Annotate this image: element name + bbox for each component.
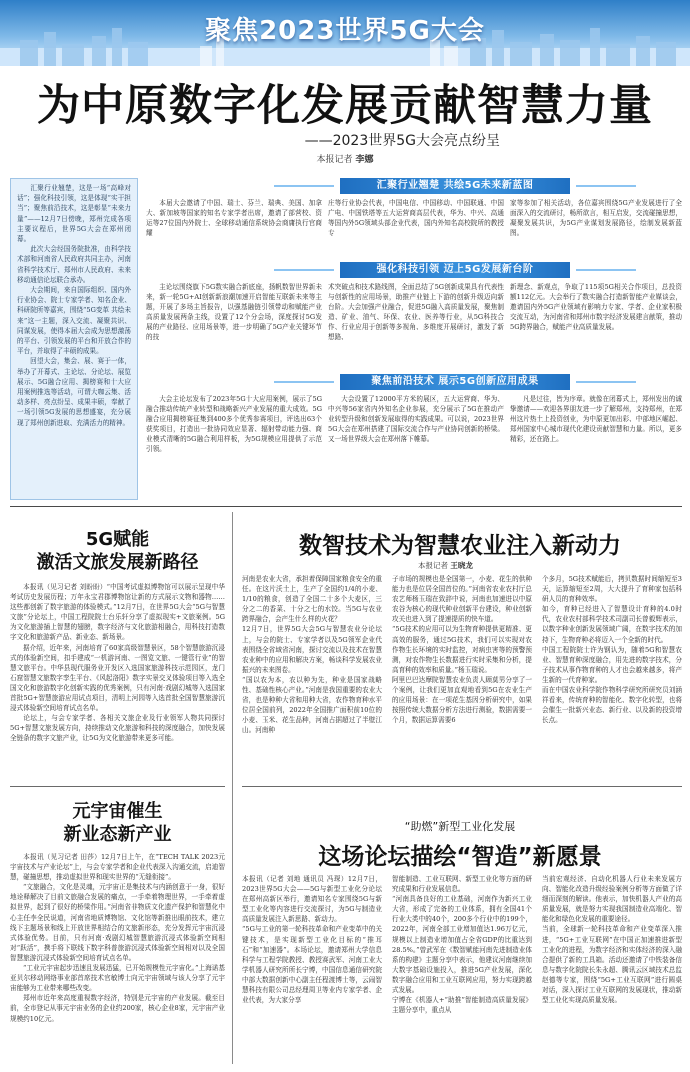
byline-author: 李娜: [355, 155, 374, 165]
mid-article-2-headline: 这场论坛描绘“智造”新愿景: [318, 844, 602, 870]
banner-title: 聚焦2023世界5G大会: [205, 16, 485, 46]
mid-article-2-column-3: 当前宏观经济、自动化机器人行业未来发展方向、智能化改造升级经验案例分析等方面做了详细而深刻的解读。他表示，加快机器人产业的高质量发展，就是努力实现我国制造业高端化、智能化和绿色化发展的重要途径。 当前，全球新一轮科技革命和产业变革深入推进，“5G+工业互联网”在中国正加速推进新型工业化的进程，为数字经济和实体经济的深入融合提供了新的工具箱。活动还邀请了中铁装备信息与数字化院院长朱永超、腾讯云区域技术总监赵德等专家，围绕“5G+工业互联网”进行圆桌对话，深入探讨工业互联网的发展现状，推动新型工业化实现高质量发展。: [542, 875, 682, 1005]
mid-article-1-byline: 本报记者 王晓龙: [418, 561, 473, 570]
sidebar-paragraph: 大会期间，来自国际组织、国内外行业协会、院士专家学者、知名企业、科研院所等嘉宾，围绕“5G变革 共绘未来”这一主题，深入交流、凝聚共识、同谋发展，使得本届大会成为思想激荡的平台、引领发展的平台和开放合作的平台，并取得了丰硕的成果。: [17, 286, 131, 356]
mid-article-divider: [242, 786, 682, 787]
mid-article-1-column-2: 子市场的规模也是全国第一，小麦、花生的供种能力也是位居全国首位的。”河南省农业农村厅总农艺师杨玉瑞在致辞中说，河南也加速进以中原农谷为核心的现代种业创新平台建设，种业创新攻关也进入到了提速提质的快车道。 “5G技术的应用可以为生物育种提供更精准、更高效的服务，通过5G技术，我们可以实现对农作物生长环境的实时监控，对病虫害等的预警预测，对农作物生长数据进行实时采集和分析，提高育种的效率和质量。”杨玉瑞说。 阿里巴巴达摩院智慧农业负责人顾莫男分享了一个案例，让我们更加直观地看到5G在农业生产的应用场景：在一项花生基因分析研究中，如果按照传统大数据分析方法进行测验，数据需要一个月，数据运算需要6: [392, 575, 532, 725]
sidebar-paragraph: 汇聚行业翘楚，这是一场“高峰对话”；强化科技引领，这是体现“实干担当”；聚焦前沿技术，这是彰显“未来力量”——12月7日傍晚，郑州完成各项主要议程后，世界5G大会在郑州闭幕。: [17, 184, 131, 244]
article-paragraph: “工业元宇宙起步迅速且发展迅猛，已开始规模性元宇宙化。”上海诺基亚贝尔移动网络事业部首席技术官敏博士向元宇宙领域与该人分享了元宇宙能够为工业带来哪些改变。: [10, 964, 225, 993]
section-3-column-1: 大会主论坛发布了2023年5G十大应用案例，展示了5G融合推动传统产业转型和战略新兴产业发展的重大成效。5G融合应用揭榜赛征集到400多个优秀参赛项目，评选出63个获奖项目，打造出一批协同效应显著、辐射带动能力强、商业模式清晰的5G融合利用样板，为5G规模应用提供了示范引领。: [146, 395, 322, 454]
intro-sidebar-box: [10, 178, 138, 500]
left-article-1-body: [10, 582, 225, 780]
main-subheadline: ——2023世界5G大会亮点纷呈: [304, 133, 500, 149]
article-paragraph: 本报讯（见习记者 田莎）12月7日上午，在“TECH TALK 2023元宇宙技术与产业论坛”上，与会专家学者和企业代表深入沟通交流，启迪智慧，碰撞思想，推动虚拟世界和现实世界的“无缝衔接”。: [10, 853, 225, 882]
mid-article-2-kicker: “助燃”新型工业化发展: [404, 820, 516, 833]
section-banner-3: 聚焦前沿技术 展示5G创新应用成果: [340, 374, 570, 390]
article-paragraph: 郑州市近年来高度重视数字经济，特别是元宇宙的产业发展。截至目前，全市登记从事元宇宙业务的企业约200家，核心企业8家，元宇宙产业规模约10亿元。: [10, 994, 225, 1023]
main-headline: 为中原数字化发展贡献智慧力量: [37, 81, 653, 131]
vertical-divider: [232, 512, 233, 1064]
article-paragraph: “文旅融合，文化是灵魂，元宇宙正是集技术与内涵创意于一身，很好地诠释解决了目前文旅融合发展的痛点，一手牵着物理世界，一手牵着虚拟世界，起到了很好的桥梁作用。”河南省非物质文化遗产保护和智慧化中心主任李全民说道，河南省地质博物馆、文化馆等新推出眼前技术，建立线下主题场景和线上开放世界相结合的文旅新形态，充分发挥元宇宙沉浸式体验优势。目前，只有河南·戏剧幻城智慧旅游沉浸式体验新空间相对“跃活”，携手将下联线下数字科普旅游沉浸式体验新空间相对以及全国智慧旅游沉浸式体验新空间培育试点名单。: [10, 883, 225, 962]
section-banner-2: 强化科技引领 迈上5G发展新台阶: [340, 262, 570, 278]
article-paragraph: 论坛上，与会专家学者、各相关文旅企业及行业领军人物共同探讨5G+智慧文旅发展方向，持续推动文化旅游和科技的深度融合，加快发展全链条的数字文旅产业，让5G为文化旅游带来更多可能。: [10, 714, 225, 743]
sidebar-paragraph: 此次大会经国务院批准，由科学技术部和河南省人民政府共同主办，河南省科学技术厅、郑州市人民政府、未来移动通信论坛联合承办。: [17, 245, 131, 284]
horizontal-divider: [10, 506, 682, 507]
mid-article-1-column-3: 个多月，5G技术赋能后，拷贝数据时间缩短至3天，运算缩短至2周，大大提升了育种家包括科研人员的育种效率。 如今，育种已经进入了智慧设计育种的4.0时代，农业农村部科学技术司副司长曾毅辉表示，以数字种业创新发展领域广阔，在数字技术的加持下，生物育种必将迈入一个全新的时代。 中国工程院院士许为钢认为，随着5G和智慧农业、智慧育种深度融合，用先进的数字技术，分子技术从事作物育种的人才也会越来越多，将产生新的一代育种家。 而在中国农业科学院作物科学研究所研究员刘涵祥看来，传统育种的智能化、数字化转型，也将会催生一批新兴业态、新行业、以及新的投资增长点。: [542, 575, 682, 725]
section-3-column-3: 凡是过往，皆为序章。就像在闭幕式上，郑州发出的诚挚邀请——欢迎各界朋友进一步了解郑州，支持郑州，在郑州这片热土上投资创业，为中原更加出彩、中部地区崛起、郑州国家中心城市现代化建设贡献智慧和力量。所以，更多精彩，还在路上。: [510, 395, 682, 444]
article-paragraph: 据介绍，近年来，河南培育了60家高级智慧景区，58个智慧旅游沉浸式的体验新空间，扣手建成“一机游河南、一图览文旅、一键管行业”的智慧文旅平台。中华县现代服务业开发区入选国家旅游科技示范园区，龙门石窟智慧文旅数字孪生平台、《风起洛阳》数字实景交叉体验项目等入选全国文化和旅游数字化创新实践的优秀案例，只有河南·戏剧幻城等入选国家首批5G+智慧旅游应用试点项目，清明上河园等入选首批全国智慧旅游沉浸式体验新空间培育试点名单。: [10, 643, 225, 713]
top-banner: [0, 0, 690, 66]
section-1-column-2: 庄等行业协会代表，中国电信、中国移动、中国联通、中国广电、中国铁塔等五大运营商高层代表，华为、中兴、高通等国内外5G领域头部企业代表，国内外知名高校院所的教授专: [328, 199, 504, 238]
sidebar-paragraph: 回望大会，集会、展、赛于一体，举办了开幕式、主论坛、分论坛、展览展示、5G融合应用、揭榜赛和十大应用案例推选等活动，可谓大咖云集、活动多样、亮点纷呈、成果丰硕，奉献了一场引领5G发展的思想盛宴，充分展现了郑州创新进取、充满活力的精神。: [17, 357, 131, 427]
left-article-2-headline: 元宇宙催生 新业态新产业: [63, 801, 172, 845]
article-paragraph: 本报讯（见习记者 刘盼盼）“中国考试虚拟博物馆可以展示呈现中华考试历史发展历程；万年永宝君郡博物馆让新的方式展示文物和器物……这些都创新了数字旅游的体验模式。”12月7日，在世界5G大会“5G与智慧文旅”分论坛上，中国工程院院士台乐轩分享了虚拟现实+文旅案例。5G为文化旅游插上智慧的翅膀，数字经济与文化旅游相融合，用科技打造数字文化和旅游新产品、新业态、新场景。: [10, 583, 225, 642]
section-1-column-1: 本届大会邀请了中国、瑞士、芬兰、瑞典、美国、加拿大、新加坡等国家的知名专家学者出席，邀请了部营校、资运等27位国内外院士、全球移动通信系统协会商庸执行官商耀: [146, 199, 322, 238]
section-2-column-3: 新理念、新观点，争取了115项5G相关合作项目，总投资额112亿元。大会举行了数实融合打造新智能产业媒谈会，邀请国内外5G产业领域有影响力专家、学者、企业家积极交流互动，为河南省和郑州市数字经济发展建言献策，推动5G跨界融合，赋能产业高质量发展。: [510, 283, 682, 332]
section-3-column-2: 大会设置了12000平方米的展区，五大运营商、华为、中兴等56家省内外知名企业参展，充分展示了5G在推动产业转型升级和创新发展取得的实践成果。可以说，2023世界5G大会在郑州搭建了国际交流合作与产业协同创新的桥梁。又一场世界级大会在郑州落下帷幕。: [328, 395, 504, 444]
mid-article-2-column-2: 智能制造、工业互联网、新型工业化等方面的研究成果和行业发展信息。 “河南具备良好的工业基础，河南作为新兴工业大省，形成了完备的工业体系，拥有全国41个行业大类中的40个，200多个行业中的199个，2022年，河南全部工业增加值达1.96万亿元，规模以上制造业增加值占全省GDP的比重达到28.5%。”曾武军在《数智赋能河南先进制造业体系的构建》主题分享中表示，他建议河南继续加大数字基础设施投入，推进5G产业发展，深化数字融合应用和工业互联网应用，努力实现跨越式发展。 宁博在《机器人+“助推”智能制造高质量发展》主题分享中，重点从: [392, 875, 532, 1015]
mid-article-1-headline: 数智技术为智慧农业注入新动力: [299, 533, 621, 559]
mid-article-1-column-1: 河南是农业大省，承担着保障国家粮食安全的重任。在这片沃土上，生产了全国约1/4的小麦、1/10的粮食，创造了全国二十多个大麦区，三分之二的香菜、十分之七的水饺。当5G与农业跨界融合，会产生什么样的火花？ 12月7日，世界5G大会5G与智慧农业分论坛上，与会的院士、专家学者以及5G领军企业代表围绕全省域省河南，探讨交流以及技术在智慧农业种中的应用和解决方案，畅谈科学发展农业振兴的未来图卷。 “国以农为本，农以种为先，种业是国家战略性、基础性核心产业。”河南是我国重要的农业大省，也是种种大省和用种大省，农作物育种水平位居全国前列，2022年全国推广面积前10位的小麦、玉米、花生品种，河南占据超过了半壁江山。河南种: [242, 575, 382, 735]
left-article-1-headline: 5G赋能 激活文旅发展新路径: [36, 529, 199, 573]
section-2-column-2: 术突破点和技术路线图，全面总结了5G创新成果具有代表性与创新性的应用场景，助推产业链上下游的创新升级迈向新台阶。大会加强产业融合，促进5G融入高质量发展，聚焦制造、矿业、油气、环保、农业、医养等行业，从5G科技合作、行业应用于创新等多视角、多维度开展研讨，激发了新想路、: [328, 283, 504, 342]
left-article-2-body: [10, 852, 225, 1064]
section-banner-1: 汇聚行业翘楚 共绘5G未来新蓝图: [340, 178, 570, 194]
main-byline: [0, 152, 690, 165]
section-2-column-1: 主论坛围绕旗下5G数实融合新底座，扬帆数智世界新未来，新一轮5G+AI创新新浪潮加速开启智能互联新未来等主题，开展了多场主旨报告，以强基融链引领带动和赋能产业高质量发展两条主线，设置了12个分会场，深度探讨5G发展的产业路径、应用场景等，进一步明确了5G产业关键环节的技: [146, 283, 322, 342]
left-article-divider: [10, 786, 225, 787]
section-1-column-3: 家等参加了相关活动，各位嘉宾围绕5G产业发展进行了全面深入的交流研讨，畅所欲言，相互启发，交流碰撞思想，凝聚发展共识，为5G产业谋划发展路径，绘制发展新蓝图。: [510, 199, 682, 238]
byline-label: 本报记者: [316, 155, 353, 165]
mid-article-2-column-1: 本报讯（记者 刘地 通讯员 冯琛）12月7日，2023世界5G大会——5G与新型工业化分论坛在郑州高新区举行，邀请知名专家围绕5G与新型工业化等内容进行交流探讨，为5G与制造业高质量发展注入新思路、新动力。 “5G与工业的第一轮科技革命和产业变革中的关键技术，是实现新型工业化目标的“推耳石”和“加速器”。本场论坛，邀请郑州大学信息科学与工程学院教授、教授赛武军、河南工业大学机器人研究所所长宁博，中国信息通信研究院中部大数据创新中心副主任程渡博士等，云闹智慧科技有限公司总经理周卫等业内专家学者、企业代表，为大家分享: [242, 875, 382, 1005]
